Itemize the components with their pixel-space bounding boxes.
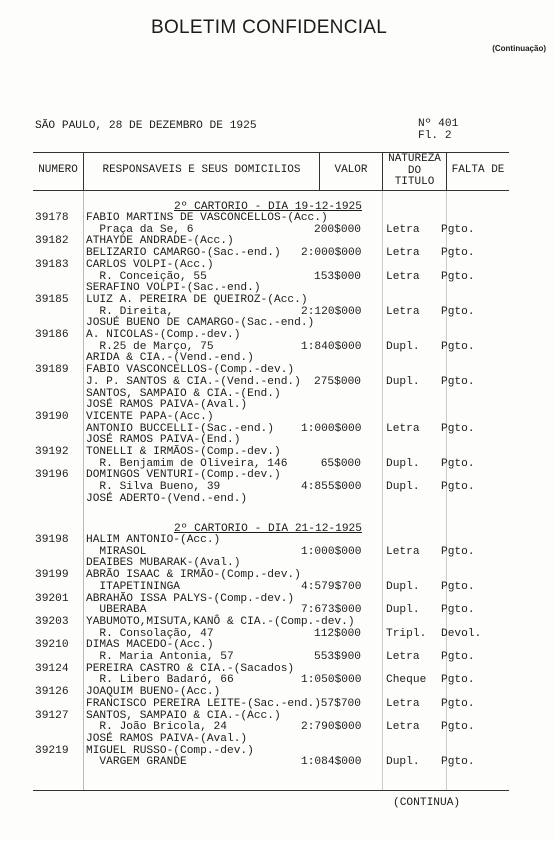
entry-nature: Letra xyxy=(386,545,420,558)
entry-nature: Letra xyxy=(386,422,420,435)
entry-line: JOSÉ ADERTO-(Vend.-end.) xyxy=(86,492,248,505)
column-header-falta: FALTA DE xyxy=(451,164,505,176)
entry-nature: Dupl. xyxy=(386,756,420,769)
entry-value: 57$700 xyxy=(320,697,361,710)
entry-line: FABIO MARTINS DE VASCONCELLOS-(Acc.) xyxy=(86,212,328,224)
entry-number: 39192 xyxy=(35,446,69,458)
entry-line: FRANCISCO PEREIRA LEITE-(Sac.-end.) xyxy=(86,697,321,710)
entry-value: 1:084$000 xyxy=(301,756,362,769)
section-heading: 2º CARTORIO - DIA 19-12-1925 xyxy=(174,201,362,213)
entry-line: R. Benjamim de Oliveira, 146 xyxy=(86,457,288,470)
entry-value: 65$000 xyxy=(320,457,361,470)
entry-nature: Dupl. xyxy=(386,375,420,388)
column-header-natureza-line: TITULO xyxy=(394,176,435,188)
header-bottom-rule xyxy=(33,190,509,191)
entry-line: ARIDA & CIA.-(Vend.-end.) xyxy=(86,352,254,365)
entry-line: LUIZ A. PEREIRA DE QUEIROZ-(Acc.) xyxy=(86,293,308,306)
entry-number: 39185 xyxy=(35,293,69,306)
entry-line: R. Direita, xyxy=(86,305,174,318)
entry-line: R. Conceição, 55 xyxy=(86,270,207,283)
sheet-number: Fl. 2 xyxy=(418,130,452,142)
entry-line: ABRÃO ISAAC & IRMÃO-(Comp.-dev.) xyxy=(86,569,301,582)
entry-number: 39219 xyxy=(35,744,69,757)
entry-fault: Pgto. xyxy=(441,545,475,558)
entry-line: R. Consolação, 47 xyxy=(86,627,214,640)
entry-line: JOSÉ RAMOS PAIVA-(End.) xyxy=(86,434,241,447)
entry-nature: Letra xyxy=(386,223,420,236)
entry-line: MIRASOL xyxy=(86,545,147,558)
entry-line: ATHAYDE ANDRADE-(Acc.) xyxy=(86,235,234,248)
entry-line: CARLOS VOLPI-(Acc.) xyxy=(86,258,214,271)
entry-nature: Letra xyxy=(386,270,420,283)
entry-nature: Tripl. xyxy=(386,627,427,640)
entry-line: DEAIBES MUBARAK-(Aval.) xyxy=(86,557,241,570)
entry-number: 39203 xyxy=(35,615,69,628)
entry-number: 39210 xyxy=(35,639,69,652)
entry-line: R. Libero Badaró, 66 xyxy=(86,674,234,687)
entry-number: 39124 xyxy=(35,662,69,675)
entry-fault: Pgto. xyxy=(441,305,475,318)
entry-line: R. Maria Antonia, 57 xyxy=(86,651,234,663)
entry-line: PEREIRA CASTRO & CIA.-(Sacados) xyxy=(86,662,295,675)
entry-line: JOSÉ RAMOS PAIVA-(Aval.) xyxy=(86,399,248,412)
entry-number: 39182 xyxy=(35,235,69,248)
entry-fault: Pgto. xyxy=(441,651,475,663)
column-header-natureza xyxy=(383,154,446,189)
column-header-responsaveis: RESPONSAVEIS E SEUS DOMICILIOS xyxy=(102,164,301,176)
place-date: SÃO PAULO, 28 DE DEZEMBRO DE 1925 xyxy=(35,120,257,132)
column-header-natureza-line: DO xyxy=(407,164,422,177)
entry-value: 1:050$000 xyxy=(301,674,362,687)
entry-nature: Letra xyxy=(386,697,420,710)
entry-value: 200$000 xyxy=(314,223,361,236)
entry-line: R. Silva Bueno, 39 xyxy=(86,481,221,494)
entry-nature: Letra xyxy=(386,721,420,734)
entry-number: 39186 xyxy=(35,329,69,341)
entry-line: JOAQUIM BUENO-(Acc.) xyxy=(86,686,221,699)
document-title: BOLETIM CONFIDENCIAL xyxy=(151,17,388,38)
entry-value: 4:579$700 xyxy=(301,580,362,593)
entry-line: SANTOS, SAMPAIO & CIA.-(End.) xyxy=(86,387,281,400)
entry-value: 2:790$000 xyxy=(301,721,362,734)
entry-nature: Letra xyxy=(386,247,420,260)
entry-line: DIMAS MACEDO-(Acc.) xyxy=(86,639,214,652)
entry-fault: Pgto. xyxy=(441,481,475,494)
entry-line: ANTONIO BUCCELLI-(Sac.-end.) xyxy=(86,422,274,435)
entry-number: 39178 xyxy=(35,212,69,224)
entry-nature: Letra xyxy=(386,651,420,663)
entry-fault: Pgto. xyxy=(441,340,475,353)
footer-rule xyxy=(33,790,509,791)
entry-fault: Pgto. xyxy=(441,422,475,435)
entry-value: 7:673$000 xyxy=(301,604,362,617)
column-guide xyxy=(382,191,383,791)
entry-nature: Dupl. xyxy=(386,580,420,593)
entry-fault: Pgto. xyxy=(441,756,475,769)
entry-nature: Dupl. xyxy=(386,604,420,617)
entry-nature: Dupl. xyxy=(386,457,420,470)
entry-value: 1:000$000 xyxy=(301,545,362,558)
entry-number: 39198 xyxy=(35,534,69,546)
continuation-label: (Continuação) xyxy=(492,44,546,53)
entry-value: 4:855$000 xyxy=(301,481,362,494)
entry-fault: Pgto. xyxy=(441,223,475,236)
entry-line: JOSUÉ BUENO DE CAMARGO-(Sac.-end.) xyxy=(86,317,315,330)
entry-line: YABUMOTO,MISUTA,KANÔ & CIA.-(Comp.-dev.) xyxy=(86,615,355,628)
column-guide xyxy=(83,191,84,791)
entry-number: 39189 xyxy=(35,364,69,377)
entry-number: 39190 xyxy=(35,410,69,423)
entry-line: BELIZARIO CAMARGO-(Sac.-end.) xyxy=(86,247,281,260)
entry-number: 39126 xyxy=(35,686,69,699)
entry-fault: Pgto. xyxy=(441,247,475,260)
entry-value: 2:120$000 xyxy=(301,305,362,318)
entry-nature: Dupl. xyxy=(386,340,420,353)
entry-line: SERAFINO VOLPI-(Sac.-end.) xyxy=(86,282,261,295)
continues-label: (CONTINUA) xyxy=(393,797,461,809)
entry-line: HALIM ANTONIO-(Acc.) xyxy=(86,534,221,546)
entry-fault: Pgto. xyxy=(441,604,475,617)
entry-line: UBERABA xyxy=(86,604,147,617)
entry-number: 39127 xyxy=(35,709,69,722)
entry-value: 1:840$000 xyxy=(301,340,362,353)
entry-line: JOSÉ RAMOS PAIVA-(Aval.) xyxy=(86,732,248,745)
entry-value: 153$000 xyxy=(314,270,361,283)
entry-value: 275$000 xyxy=(314,375,361,388)
entry-line: VICENTE PAPA-(Acc.) xyxy=(86,410,214,423)
entry-nature: Cheque xyxy=(386,674,427,687)
entry-fault: Pgto. xyxy=(441,270,475,283)
entry-fault: Pgto. xyxy=(441,457,475,470)
column-header-valor: VALOR xyxy=(334,164,368,176)
entry-line: A. NICOLAS-(Comp.-dev.) xyxy=(86,329,241,341)
entry-line: Praça da Se, 6 xyxy=(86,223,194,236)
entry-number: 39199 xyxy=(35,569,69,582)
section-heading: 2º CARTORIO - DIA 21-12-1925 xyxy=(174,523,362,535)
entry-nature: Dupl. xyxy=(386,481,420,494)
entry-value: 112$000 xyxy=(314,627,361,640)
entry-line: ABRAHÃO ISSA PALYS-(Comp.-dev.) xyxy=(86,592,295,605)
entry-fault: Pgto. xyxy=(441,721,475,734)
entry-nature: Letra xyxy=(386,305,420,318)
column-header-numero: NUMERO xyxy=(38,164,78,176)
entry-line: J. P. SANTOS & CIA.-(Vend.-end.) xyxy=(86,375,301,388)
entry-line: R. João Bricola, 24 xyxy=(86,721,227,734)
entry-line: TONELLI & IRMÃOS-(Comp.-dev.) xyxy=(86,446,281,458)
entry-number: 39183 xyxy=(35,258,69,271)
entry-fault: Pgto. xyxy=(441,697,475,710)
bulletin-number: Nº 401 xyxy=(418,118,459,130)
entry-line: FABIO VASCONCELLOS-(Comp.-dev.) xyxy=(86,364,295,377)
entry-line: VARGEM GRANDE xyxy=(86,756,187,769)
entry-fault: Pgto. xyxy=(441,580,475,593)
entry-number: 39201 xyxy=(35,592,69,605)
entry-fault: Pgto. xyxy=(441,375,475,388)
entry-number: 39196 xyxy=(35,469,69,482)
entry-value: 553$900 xyxy=(314,651,361,663)
entry-fault: Devol. xyxy=(441,627,482,640)
entry-line: DOMINGOS VENTURI-(Comp.-dev.) xyxy=(86,469,281,482)
entry-fault: Pgto. xyxy=(441,674,475,687)
entry-line: SANTOS, SAMPAIO & CIA.-(Acc.) xyxy=(86,709,281,722)
entry-line: ITAPETININGA xyxy=(86,580,180,593)
column-header-natureza-line: NATUREZA xyxy=(388,153,441,165)
entry-line: R.25 de Março, 75 xyxy=(86,340,214,353)
entry-value: 1:000$000 xyxy=(301,422,362,435)
entry-value: 2:000$000 xyxy=(301,247,362,260)
entry-line: MIGUEL RUSSO-(Comp.-dev.) xyxy=(86,744,254,757)
